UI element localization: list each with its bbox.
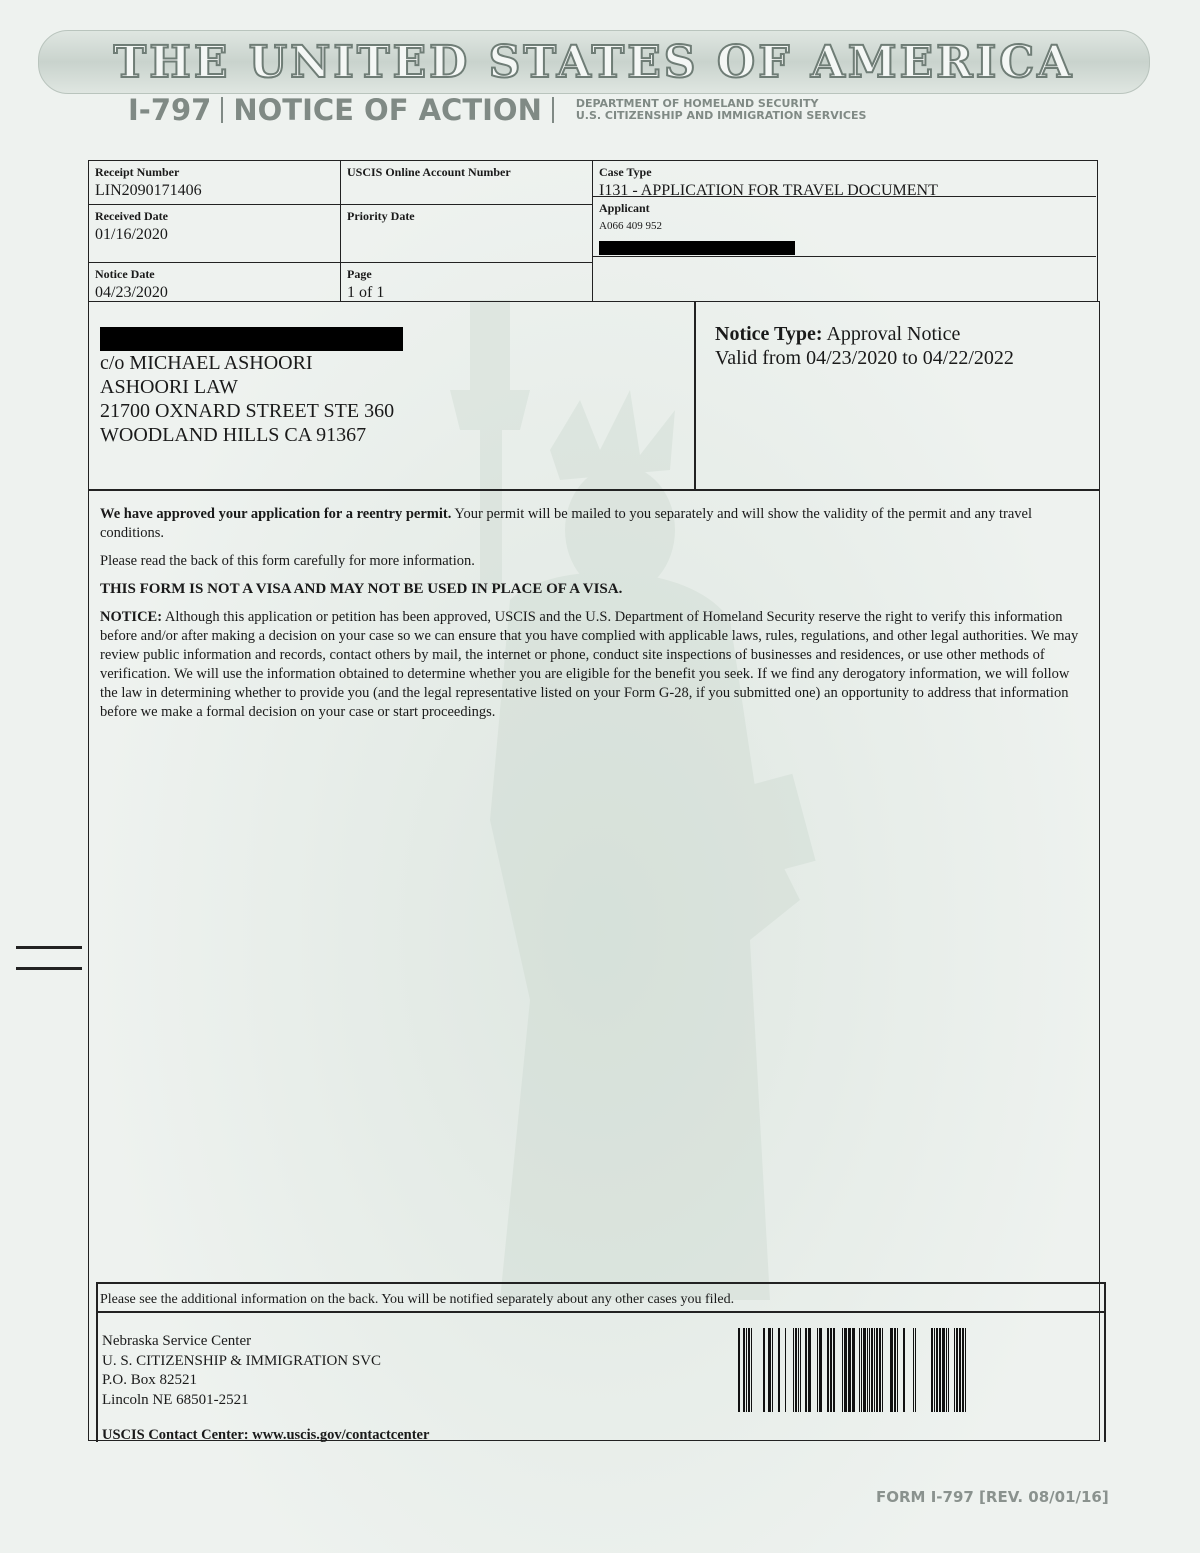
notice-heading: NOTICE:	[100, 609, 163, 625]
barcode	[738, 1328, 968, 1412]
footer-note-line	[96, 1311, 1104, 1313]
received-date-cell	[89, 205, 341, 263]
barcode-bar	[795, 1328, 797, 1412]
service-center-address	[102, 1332, 381, 1410]
barcode-bar	[867, 1328, 868, 1412]
form-header	[128, 92, 866, 128]
notice-date-value: 04/23/2020	[95, 284, 168, 301]
notice-details: Although this application or petition has been approved, USCIS and the U.S. Department of Homeland Security reserve the right to verify this information before and/or after making a decision on your case so we can ensure that you have complied with applicable laws, rules, regulations, and other legal authorities. We may review public information and records, contact others by mail, the internet or phone, conduct site inspections of businesses and residences, or use other methods of verification. We will use the information obtained to determine whether you are eligible for the benefit you seek. If we find any derogatory information, we will follow the law in determining whether to provide you (and the legal representative listed on your Form G-28, if you submitted one) an opportunity to address that information before we make a formal decision on your case or start proceedings.	[100, 609, 1079, 720]
applicant-label: Applicant	[599, 201, 650, 215]
barcode-bar	[890, 1328, 893, 1412]
approval-statement: We have approved your application for a reentry permit.	[100, 506, 452, 522]
notice-body-text	[100, 505, 1090, 731]
page-value: 1 of 1	[347, 284, 385, 301]
form-number: I-797	[128, 93, 212, 127]
barcode-bar	[817, 1328, 818, 1412]
received-date-label: Received Date	[95, 209, 168, 223]
barcode-bar	[946, 1328, 947, 1412]
case-type-label: Case Type	[599, 165, 652, 179]
priority-date-cell	[341, 205, 593, 263]
barcode-bar	[746, 1328, 747, 1412]
barcode-bar	[936, 1328, 938, 1412]
barcode-bar	[861, 1328, 862, 1412]
barcode-bar	[800, 1328, 801, 1412]
service-center-line-4: Lincoln NE 68501-2521	[102, 1391, 249, 1408]
agency-name	[576, 98, 867, 122]
received-date-value: 01/16/2020	[95, 226, 168, 243]
margin-marks	[16, 946, 82, 974]
barcode-bar	[830, 1328, 832, 1412]
address-box-divider	[694, 301, 696, 491]
address-row-bottom-line	[88, 489, 1100, 491]
barcode-bar	[874, 1328, 875, 1412]
barcode-bar	[827, 1328, 829, 1412]
barcode-bar	[793, 1328, 794, 1412]
approval-details: Your permit will be mailed to you separately and will show the validity of the permit and any travel conditions.	[100, 506, 1033, 541]
redacted-applicant-name	[599, 241, 795, 255]
barcode-bar	[833, 1328, 835, 1412]
barcode-bar	[772, 1328, 773, 1412]
address-line-4: WOODLAND HILLS CA 91367	[100, 424, 367, 446]
service-center-line-2: U. S. CITIZENSHIP & IMMIGRATION SVC	[102, 1352, 382, 1369]
online-account-cell	[341, 161, 593, 205]
page-cell	[341, 263, 593, 301]
contact-center-link[interactable]: USCIS Contact Center: www.uscis.gov/contactcenter	[102, 1427, 430, 1443]
header-divider	[552, 97, 554, 123]
footer-top-line	[96, 1282, 1104, 1284]
barcode-bar	[934, 1328, 935, 1412]
barcode-bar	[743, 1328, 745, 1412]
barcode-bar	[869, 1328, 870, 1412]
barcode-bar	[959, 1328, 961, 1412]
barcode-bar	[763, 1328, 765, 1412]
barcode-bar	[903, 1328, 905, 1412]
address-line-1: c/o MICHAEL ASHOORI	[100, 352, 313, 374]
agency-line-1: DEPARTMENT OF HOMELAND SECURITY	[575, 97, 819, 110]
barcode-bar	[931, 1328, 933, 1412]
address-line-3: 21700 OXNARD STREET STE 360	[100, 400, 395, 422]
barcode-bar	[894, 1328, 896, 1412]
barcode-bar	[956, 1328, 958, 1412]
notice-date-label: Notice Date	[95, 267, 155, 281]
agency-line-2: U.S. CITIZENSHIP AND IMMIGRATION SERVICES	[575, 109, 867, 122]
notice-type-value: Approval Notice	[826, 323, 961, 345]
country-banner	[38, 30, 1150, 94]
redacted-recipient-name	[100, 327, 403, 351]
verification-notice	[100, 608, 1090, 722]
barcode-bar	[842, 1328, 843, 1412]
validity-period: Valid from 04/23/2020 to 04/22/2022	[715, 347, 1014, 369]
applicant-cell	[593, 197, 1096, 257]
case-info-table	[88, 160, 1098, 302]
barcode-bar	[871, 1328, 873, 1412]
barcode-bar	[897, 1328, 898, 1412]
online-account-label: USCIS Online Account Number	[347, 165, 511, 179]
barcode-bar	[805, 1328, 807, 1412]
barcode-bar	[798, 1328, 799, 1412]
notice-type-label: Notice Type:	[715, 323, 823, 345]
barcode-bar	[859, 1328, 860, 1412]
footer-inner-right-line	[1104, 1282, 1106, 1442]
barcode-bar	[882, 1328, 883, 1412]
barcode-bar	[879, 1328, 881, 1412]
empty-cell	[593, 257, 1096, 301]
read-back-paragraph: Please read the back of this form carefully for more information.	[100, 553, 475, 569]
form-title: NOTICE OF ACTION	[233, 93, 542, 127]
barcode-bar	[942, 1328, 945, 1412]
barcode-bar	[785, 1328, 786, 1412]
not-a-visa-warning: THIS FORM IS NOT A VISA AND MAY NOT BE USED IN PLACE OF A VISA.	[100, 581, 623, 597]
receipt-number-label: Receipt Number	[95, 165, 180, 179]
barcode-bar	[965, 1328, 966, 1412]
service-center-line-1: Nebraska Service Center	[102, 1333, 252, 1349]
barcode-bar	[751, 1328, 752, 1412]
additional-info-note: Please see the additional information on the back. You will be notified separately about any other cases you filed.	[100, 1292, 735, 1307]
barcode-bar	[863, 1328, 866, 1412]
notice-type-block	[715, 322, 1014, 370]
footer-inner-left-line	[96, 1282, 98, 1442]
receipt-number-value: LIN2090171406	[95, 182, 202, 199]
barcode-bar	[808, 1328, 811, 1412]
receipt-number-cell	[89, 161, 341, 205]
case-type-cell	[593, 161, 1096, 197]
barcode-bar	[913, 1328, 914, 1412]
barcode-bar	[844, 1328, 847, 1412]
priority-date-label: Priority Date	[347, 209, 415, 223]
barcode-bar	[848, 1328, 851, 1412]
barcode-bar	[819, 1328, 822, 1412]
mailing-address	[100, 351, 394, 447]
form-revision: FORM I-797 [REV. 08/01/16]	[876, 1488, 1109, 1506]
service-center-line-3: P.O. Box 82521	[102, 1372, 198, 1388]
banner-title: THE UNITED STATES OF AMERICA	[113, 37, 1075, 88]
barcode-bar	[962, 1328, 964, 1412]
barcode-bar	[948, 1328, 949, 1412]
barcode-bar	[748, 1328, 750, 1412]
barcode-bar	[915, 1328, 916, 1412]
barcode-bar	[768, 1328, 771, 1412]
barcode-bar	[876, 1328, 878, 1412]
approval-paragraph	[100, 505, 1090, 543]
barcode-bar	[778, 1328, 780, 1412]
case-type-value: I131 - APPLICATION FOR TRAVEL DOCUMENT	[599, 182, 938, 199]
barcode-bar	[954, 1328, 955, 1412]
barcode-bar	[738, 1328, 740, 1412]
applicant-value: A066 409 952	[599, 220, 662, 232]
notice-date-cell	[89, 263, 341, 301]
notice-body-box	[88, 301, 1100, 1441]
header-divider	[221, 97, 223, 123]
address-line-2: ASHOORI LAW	[100, 376, 238, 398]
page-label: Page	[347, 267, 372, 281]
barcode-bar	[939, 1328, 941, 1412]
barcode-bar	[852, 1328, 855, 1412]
